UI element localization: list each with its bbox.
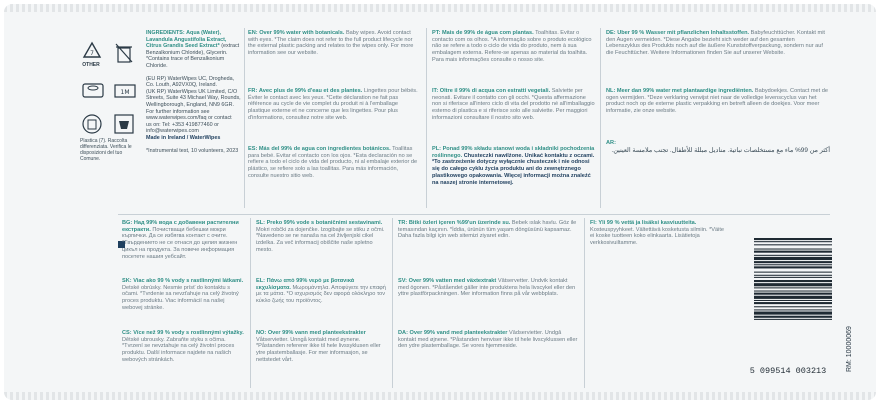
lang-bg-code: BG: <box>122 220 133 226</box>
lang-bg <box>122 220 246 274</box>
barcode-bar <box>754 255 832 256</box>
divider-bottom-1 <box>250 218 251 388</box>
lang-en-head: Over 99% water with botanicals. <box>259 30 345 36</box>
lang-de-text: Babyfeuchttücher. Kontakt mit den Augen vermeiden. *Diese Angabe bezieht sich weder auf den gesamten Lebenszyklus des Produkts noch auf die äußere Kunststoffverpackung, sondern nur auf die Feuchttücher. Weitere Informationen finden Sie auf unserer Website. <box>606 30 825 57</box>
lang-pt-head: Mais de 99% de água com plantas. <box>441 30 534 36</box>
lang-fi <box>590 220 726 280</box>
lang-da <box>398 330 578 384</box>
lang-sv-code: SV: <box>398 278 408 284</box>
lang-sl-head: Preko 99% vode s botaničnimi sestavinami. <box>266 220 383 226</box>
lang-pt-code: PT: <box>432 30 441 36</box>
barcode-bar <box>754 309 832 310</box>
lang-fr <box>248 88 420 142</box>
ingredients-note: (extract Benzalkonium Chloride), Glycerin. *Contains trace of Benzalkonium Chloride. <box>146 43 240 69</box>
lang-bg-text: Почистващи бебешки мокри кърпички. Да се избягва контакт с очите. *Твърдението не се отнася до целия жизнен цикъл на продукта. За повече информация посетете нашия уебсайт. <box>122 226 238 260</box>
sealed-pack-icon <box>112 112 136 136</box>
lang-no-code: NO: <box>256 330 267 336</box>
divider-top-1 <box>426 28 427 208</box>
lang-pl <box>432 146 596 206</box>
divider-bottom-3 <box>584 218 585 388</box>
barcode-bar <box>754 316 832 318</box>
barcode-bar <box>754 244 832 245</box>
ingredients-title: INGREDIENTS: <box>146 30 185 36</box>
barcode-bar <box>754 238 832 240</box>
uk-address: (UK RP) WaterWipes UK Limited, C/O Streets, Suite 43 Michael Way, Rounds, Wellingborough, England, NN9 6GR. <box>146 88 241 108</box>
lang-nl-text: Babydoekjes. Contact met de ogen vermijden. *Deze verklaring verwijst niet naar de volledige levenscyclus van het product noch op de externe plastic verpakking en betreft alleen de doekjes. Voor meer informatie, zie onze website. <box>606 88 828 115</box>
eu-address: (EU RP) WaterWipes UC, Drogheda, Co. Louth, A92VX0Q, Ireland. <box>146 75 235 89</box>
lang-fr-text: Lingettes pour bébés. Éviter le contact avec les yeux. *Cette déclaration ne fait pas référence au cycle de vie complet du produit ni à l'emballage plastique externe et ne concerne que les lingettes. Pour plus d'informations, consultez notre site web. <box>248 88 418 121</box>
barcode-bar <box>754 241 832 242</box>
barcode-bars <box>754 238 832 320</box>
barcode-digits: 5 099514 003213 <box>749 366 827 376</box>
plastic-note-text: Plastica (7). Raccolta differenziata. Verifica le disposizioni del tuo Comune. <box>80 138 132 162</box>
lang-de-head: Über 99 % Wasser mit pflanzlichen Inhaltsstoffen. <box>617 30 750 36</box>
lang-tr <box>398 220 578 274</box>
lang-it <box>432 88 596 142</box>
lang-nl-head: Meer dan 99% water met plantaardige ingrediënten. <box>616 88 754 94</box>
lang-sk-code: SK: <box>122 278 132 284</box>
barcode-bar <box>754 296 832 299</box>
barcode-bar <box>754 266 832 268</box>
top-seal <box>4 4 876 12</box>
lang-tr-text: Bebek ıslak havlu. Göz ile temasından kaçının. *İddia, ürünün tüm yaşam döngüsünü kapsamaz. Daha fazla bilgi için web sitemizi ziyaret edin. <box>398 220 577 240</box>
lang-tr-head: Bitki özleri içeren %99'un üzerinde su. <box>408 220 511 226</box>
barcode-bar <box>754 251 832 253</box>
ingredients-panel <box>146 30 242 154</box>
lang-sk-text: Detské obrúsky. Nesmie prísť do kontaktu s očami. *Tvrdenie sa nevzťahuje na celý životný proces produktu. Viac informácií na našej webovej stránke. <box>122 284 239 311</box>
lang-es-code: ES: <box>248 146 258 152</box>
lang-sl <box>256 220 388 274</box>
lang-fi-text: Kosteuspyyhkeet. Vältettävä kosketusta silmiin. *Väite ei koske tuotteen koko elinkaarta. Lisätietoja verkkosivuiltamme. <box>590 226 725 247</box>
instrumental-footnote: *Instrumental test, 10 volunteers, 2023 <box>146 147 239 154</box>
barcode-bar <box>754 261 832 263</box>
bin-icon <box>112 40 136 66</box>
lang-ar <box>606 140 830 206</box>
made-in: Made in Ireland / WaterWipes <box>146 134 221 141</box>
lang-es-text: Toallitas para bebé. Evitar el contacto con los ojos. *Esta declaración no se refiere a todo el ciclo de vida del producto, ni al embalaje exterior de plástico, se refiere solo a las toallitas. Para más información, consulte nuestro sitio web. <box>248 146 418 179</box>
lang-pt-text: Toalhitas. Evitar o contacto com os olhos. *A informação sobre o produto ecológico não se refere a todo o ciclo de vida do produto, nem à sua embalagem externa. Refere-se apenas ao material da toalhita. Para mais informações consulte o nosso site. <box>432 30 592 63</box>
lang-pl-code: PL: <box>432 146 442 152</box>
lang-nl <box>606 88 830 136</box>
barcode-bar <box>754 272 832 273</box>
lang-sv-head: Över 99% vatten med växtextrakt <box>408 278 497 284</box>
barcode-bar <box>754 283 832 286</box>
lang-sv <box>398 278 578 326</box>
lang-de <box>606 30 830 84</box>
divider-ingredients <box>244 28 245 208</box>
lang-da-text: Vådservietter. Undgå kontakt med øjnene. *Påstanden henviser ikke til hele livscyklussen eller den ydre plastemballage. Se vores hjemmeside. <box>398 330 578 350</box>
ingredients-block <box>146 30 242 70</box>
barcode-bar <box>754 306 832 307</box>
lang-no-head: Over 99% vann med planteekstrakter <box>267 330 366 336</box>
recycle-label: OTHER <box>82 62 100 68</box>
lang-no <box>256 330 388 384</box>
lang-cs-text: Dětské ubrousky. Zabraňte styku s očima. *Tvrzení se nevztahuje na celý životní proces produktu. Další informace najdete na našich webových stránkách. <box>122 336 235 363</box>
lang-fr-code: FR: <box>248 88 258 94</box>
email-link[interactable]: info@waterwipes.com <box>146 128 199 135</box>
lang-en-code: EN: <box>248 30 258 36</box>
lang-de-code: DE: <box>606 30 616 36</box>
lang-pl-head: Ponad 99% składu stanowi woda i składniki pochodzenia roślinnego. <box>432 146 595 159</box>
barcode-bar <box>754 257 832 260</box>
barcode-bar <box>754 293 832 295</box>
lang-es <box>248 146 420 206</box>
barcode-bar <box>754 300 832 301</box>
lang-fr-head: Avec plus de 99% d'eau et des plantes. <box>258 88 363 94</box>
lang-cs <box>122 330 246 384</box>
lang-el-code: EL: <box>256 278 266 284</box>
lang-no-text: Våtservietter. Unngå kontakt med øynene. *Påstanden refererer ikke til hele livssyklusen eller ytre plastemballasje. For mer informasjon, se nettstedet vårt. <box>256 336 381 363</box>
barcode-bar <box>754 249 832 250</box>
barcode-bar <box>754 291 832 292</box>
ingredients-list: Aqua (Water), Lavandula Angustifolia Extract, Citrus Grandis Seed Extract* <box>146 30 227 50</box>
barcode-bar <box>754 264 832 265</box>
lang-da-code: DA: <box>398 330 408 336</box>
lang-sv-text: Våtservetter. Undvik kontakt med ögonen. *Påståendet gäller inte produktens hela livscykel eller den yttre plastförpackningen. Mer information finns på vår webbplats. <box>398 278 576 298</box>
lang-sl-code: SL: <box>256 220 266 226</box>
lang-fi-code: FI: <box>590 220 597 226</box>
barcode-bar <box>754 312 832 315</box>
lang-pl-text: Chusteczki nawilżone. Unikać kontaktu z oczami. *To zastrzeżenie dotyczy wyłącznie chusteczek i nie odnosi się do całego cyklu życia produktu ani do zewnętrznego plastikowego opakowania. Więcej informacji można znaleźć na naszej stronie internetowej. <box>432 152 595 186</box>
lang-cs-code: CS: <box>122 330 132 336</box>
lang-el-text: Μωρομάντηλα. Αποφύγετε την επαφή με τα μάτια. *Ο ισχυρισμός δεν αφορά ολόκληρο τον κύκλο ζωής του προϊόντος. <box>256 284 386 305</box>
rm-code: RM: 10000069 <box>846 326 853 372</box>
wipe-box-icon <box>80 78 106 102</box>
lang-sl-text: Mokri robčki za dojenčke. Izogibajte se stiku z očmi. *Navedeno se ne nanaša na cel življenjski cikel izdelka. Za več informacij obiščite naše spletno mesto. <box>256 226 385 253</box>
svg-text:1M: 1M <box>120 89 130 96</box>
bottom-seal <box>4 392 876 400</box>
barcode-bar <box>754 302 832 304</box>
lang-el-head: Πάνω από 99% νερό με βοτανικά εκχυλίσματα. <box>256 278 355 291</box>
lang-pt <box>432 30 596 84</box>
plastic-note <box>80 138 142 162</box>
barcode-bar <box>754 280 832 282</box>
lang-it-head: Oltre il 99% di acqua con estratti vegetali. <box>439 88 551 94</box>
disposal-icon <box>80 112 104 136</box>
further-info: For further information see <box>146 108 210 115</box>
barcode-bar <box>754 277 832 278</box>
divider-bottom-2 <box>392 218 393 388</box>
lang-nl-code: NL: <box>606 88 616 94</box>
barcode <box>740 236 836 376</box>
website-link[interactable]: www.waterwipes.com/faq or contact <box>146 115 232 122</box>
lang-en-text: Baby wipes. Avoid contact with eyes. *The claim does not refer to the full product lifecycle nor the external plastic packing and relates to the wipes only. For more information see our website. <box>248 30 414 57</box>
lang-es-head: Más del 99% de agua con ingredientes botánicos. <box>258 146 391 152</box>
lang-en <box>248 30 420 84</box>
lang-cs-head: Více než 99 % vody s rostlinnými výtažky. <box>133 330 244 336</box>
lang-bg-head: Над 99% вода с добавени растителни екстракти. <box>122 220 239 233</box>
lang-ar-text: أكثر من 99% ماء مع مستخلصات نباتية. مناديل مبللة للأطفال. تجنب ملامسة العينين. <box>611 146 830 154</box>
divider-top-2 <box>600 28 601 208</box>
lang-tr-code: TR: <box>398 220 408 226</box>
open-pack-icon <box>112 78 138 102</box>
barcode-bar <box>754 319 832 320</box>
barcode-bar <box>754 275 832 276</box>
lang-fi-head: Yli 99 % vettä ja lisäksi kasviuutteita. <box>598 220 697 226</box>
lang-it-code: IT: <box>432 88 439 94</box>
lang-it-text: Salviette per neonati. Evitare il contatto con gli occhi. *Questa affermazione non si riferisce all'intero ciclo di vita del prodotto né all'imballaggio esterno di plastica e si riferisce solo alle salviette. Per maggiori informazioni consultare il nostro sito web. <box>432 88 595 121</box>
phone-number: us on: Tel: +353 419877460 or <box>146 121 219 128</box>
lang-sk <box>122 278 246 326</box>
lang-sk-head: Viac ako 99 % vody s rastlinnými látkami. <box>133 278 244 284</box>
svg-text:7: 7 <box>90 50 94 57</box>
lang-ar-code: AR: <box>606 140 616 146</box>
recycle-icon <box>80 40 104 64</box>
divider-horizontal <box>118 214 830 215</box>
lang-el <box>256 278 388 326</box>
barcode-bar <box>754 287 832 288</box>
lang-da-head: Over 99% vand med planteekstrakter <box>409 330 508 336</box>
